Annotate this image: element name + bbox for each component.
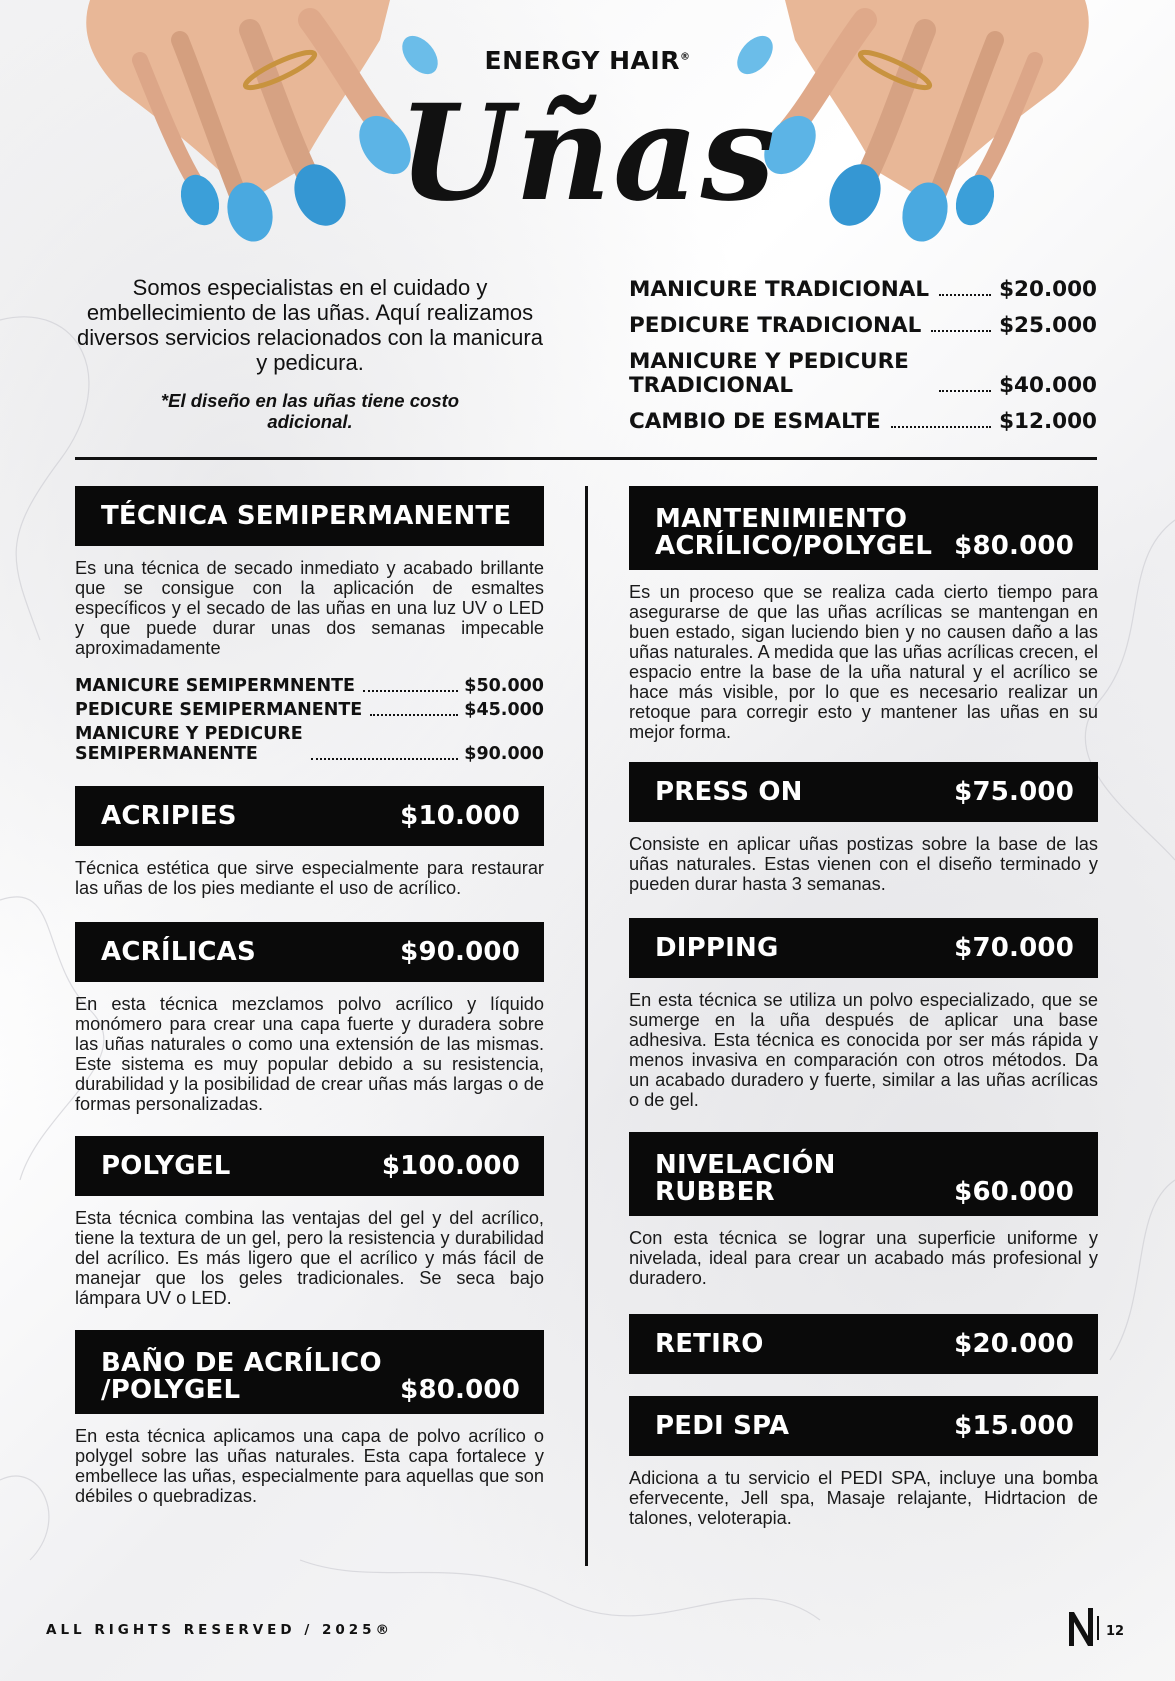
service-price: $70.000 (954, 933, 1074, 963)
price-row-label-line1: MANICURE Y PEDICURE (75, 724, 303, 744)
traditional-price-list (629, 278, 1097, 446)
leader-dots (891, 426, 991, 428)
service-header (629, 486, 1098, 570)
price-row-label: CAMBIO DE ESMALTE (629, 409, 881, 434)
service-price: $15.000 (954, 1411, 1074, 1441)
price-row-price: $12.000 (999, 409, 1097, 434)
price-row-price: $40.000 (999, 373, 1097, 398)
price-row-price: $20.000 (999, 277, 1097, 302)
service-header (75, 786, 544, 846)
service-price: $10.000 (400, 801, 520, 831)
price-row-label (75, 724, 303, 764)
service-header (629, 1396, 1098, 1456)
leader-dots (370, 714, 458, 716)
intro-note: *El diseño en las uñas tiene costo adicional. (160, 390, 460, 432)
price-row-label: MANICURE TRADICIONAL (629, 277, 930, 302)
price-row-label: PEDICURE TRADICIONAL (629, 313, 922, 338)
service-header (75, 922, 544, 982)
service-header (629, 1314, 1098, 1374)
service-price: $100.000 (381, 1151, 520, 1181)
column-divider (585, 486, 588, 1566)
page-title: Uñas (398, 76, 777, 231)
semipermanente-price-list (75, 676, 544, 764)
service-title: RETIRO (655, 1329, 764, 1359)
leader-dots (939, 390, 991, 392)
service-press-on (629, 762, 1098, 894)
service-description: En esta técnica mezclamos polvo acrílico y líquido monómero para crear una capa fuerte y duradera sobre las uñas naturales o como una extensión de las mismas. Este sistema es muy popular debido a su resistencia, durabilidad y la posibilidad de crear uñas más largas o de formas personalizadas. (75, 994, 544, 1114)
service-header (75, 1136, 544, 1196)
price-row (629, 278, 1097, 302)
service-retiro (629, 1314, 1098, 1374)
service-description: En esta técnica se utiliza un polvo especializado, que se sumerge en la uña después de aplicar una base adhesiva. Esta técnica es conocida por ser más rápida y menos invasiva en comparación con otros métodos. Da un acabado duradero y fuerte, similar a las uñas acrílicas o de gel. (629, 990, 1098, 1110)
service-description: Adiciona a tu servicio el PEDI SPA, incluye una bomba efervecente, Jell spa, Masaje relajante, Hidrtacion de talones, veloterapia. (629, 1468, 1098, 1528)
service-acripies (75, 786, 544, 898)
price-row (629, 410, 1097, 434)
service-price: $75.000 (954, 777, 1074, 807)
price-row (75, 676, 544, 696)
service-price: $80.000 (954, 531, 1074, 561)
page-number: 12 (1106, 1624, 1125, 1639)
price-row-label: PEDICURE SEMIPERMANENTE (75, 700, 363, 720)
price-row-price: $90.000 (464, 744, 544, 764)
price-row (75, 700, 544, 720)
service-title: DIPPING (655, 933, 779, 963)
service-semipermanente (75, 486, 544, 764)
service-pedi-spa (629, 1396, 1098, 1528)
service-title: POLYGEL (101, 1151, 231, 1181)
service-header (629, 1132, 1098, 1216)
price-row-price: $45.000 (464, 700, 544, 720)
leader-dots (363, 690, 458, 692)
service-description: En esta técnica aplicamos una capa de polvo acrílico o polygel sobre las uñas naturales. Esta capa fortalece y embellece las uñas, especialmente para aquellas que son débiles o quebradizas. (75, 1426, 544, 1506)
price-row (75, 724, 544, 764)
service-title: PEDI SPA (655, 1411, 790, 1441)
price-row (629, 350, 1097, 398)
price-row-label-line2: SEMIPERMANENTE (75, 744, 258, 764)
price-row-label: MANICURE Y PEDICURE TRADICIONAL (629, 349, 909, 398)
service-price: $90.000 (400, 937, 520, 967)
service-bano-acrilico (75, 1330, 544, 1506)
right-column (629, 486, 1098, 1528)
service-description: Consiste en aplicar uñas postizas sobre la base de las uñas naturales. Estas vienen con el diseño terminado y pueden durar hasta 3 semanas. (629, 834, 1098, 894)
price-row-price: $50.000 (464, 676, 544, 696)
service-mantenimiento (629, 486, 1098, 742)
service-title: MANTENIMIENTO ACRÍLICO/POLYGEL (655, 504, 933, 561)
service-title: TÉCNICA SEMIPERMANENTE (101, 501, 512, 531)
service-price: $20.000 (954, 1329, 1074, 1359)
service-dipping (629, 918, 1098, 1110)
service-title: ACRÍLICAS (101, 937, 256, 967)
horizontal-divider (75, 457, 1097, 460)
leader-dots (931, 330, 991, 332)
service-description: Es un proceso que se realiza cada cierto tiempo para asegurarse de que las uñas acrílicas se mantengan en buen estado, sigan luciendo bien y no causen daño a las uñas naturales. A medida que las uñas acrílicas crecen, el espacio entre la base de la uña natural y el acrílico se hace más visible, por lo que es necesario realizar un retoque para corregir esto y mantener las uñas en su mejor forma. (629, 582, 1098, 742)
brand-logo (0, 46, 1175, 75)
service-header (629, 918, 1098, 978)
n-monogram-logo-icon (1066, 1606, 1100, 1648)
service-description: Con esta técnica se lograr una superficie uniforme y nivelada, ideal para crear un acabado más profesional y duradero. (629, 1228, 1098, 1288)
service-title: NIVELACIÓN RUBBER (655, 1150, 836, 1207)
leader-dots (311, 758, 459, 760)
price-row (629, 314, 1097, 338)
service-nivelacion-rubber (629, 1132, 1098, 1288)
brand-registered-mark: ® (679, 51, 691, 63)
service-title: ACRIPIES (101, 801, 237, 831)
service-acrilicas (75, 922, 544, 1114)
service-price: $80.000 (400, 1375, 520, 1405)
service-description: Técnica estética que sirve especialmente para restaurar las uñas de los pies mediante el uso de acrílico. (75, 858, 544, 898)
service-header (75, 1330, 544, 1414)
brand-name: ENERGY HAIR (484, 46, 680, 75)
service-header (75, 486, 544, 546)
service-title: BAÑO DE ACRÍLICO /POLYGEL (101, 1348, 382, 1405)
service-header (629, 762, 1098, 822)
price-row-price: $25.000 (999, 313, 1097, 338)
service-polygel (75, 1136, 544, 1308)
service-description: Es una técnica de secado inmediato y acabado brillante que se consigue con la aplicación de esmaltes específicos y el secado de las uñas en una luz UV o LED y que puede durar unas dos semanas impecable aproximadamente (75, 558, 544, 658)
intro-text: Somos especialistas en el cuidado y embellecimiento de las uñas. Aquí realizamos diversos servicios relacionados con la manicura y pedicura. (77, 275, 543, 375)
left-column (75, 486, 544, 1506)
service-title: PRESS ON (655, 777, 803, 807)
price-row-label: MANICURE SEMIPERMNENTE (75, 676, 355, 696)
footer-rights: ALL RIGHTS RESERVED / 2025® (46, 1622, 394, 1638)
service-description: Esta técnica combina las ventajas del gel y del acrílico, tiene la textura de un gel, pero la resistencia y durabilidad del acrílico. Es más ligero que el acrílico y más fácil de manejar que los geles tradicionales. Se seca bajo lámpara UV o LED. (75, 1208, 544, 1308)
service-price: $60.000 (954, 1177, 1074, 1207)
leader-dots (939, 294, 991, 296)
